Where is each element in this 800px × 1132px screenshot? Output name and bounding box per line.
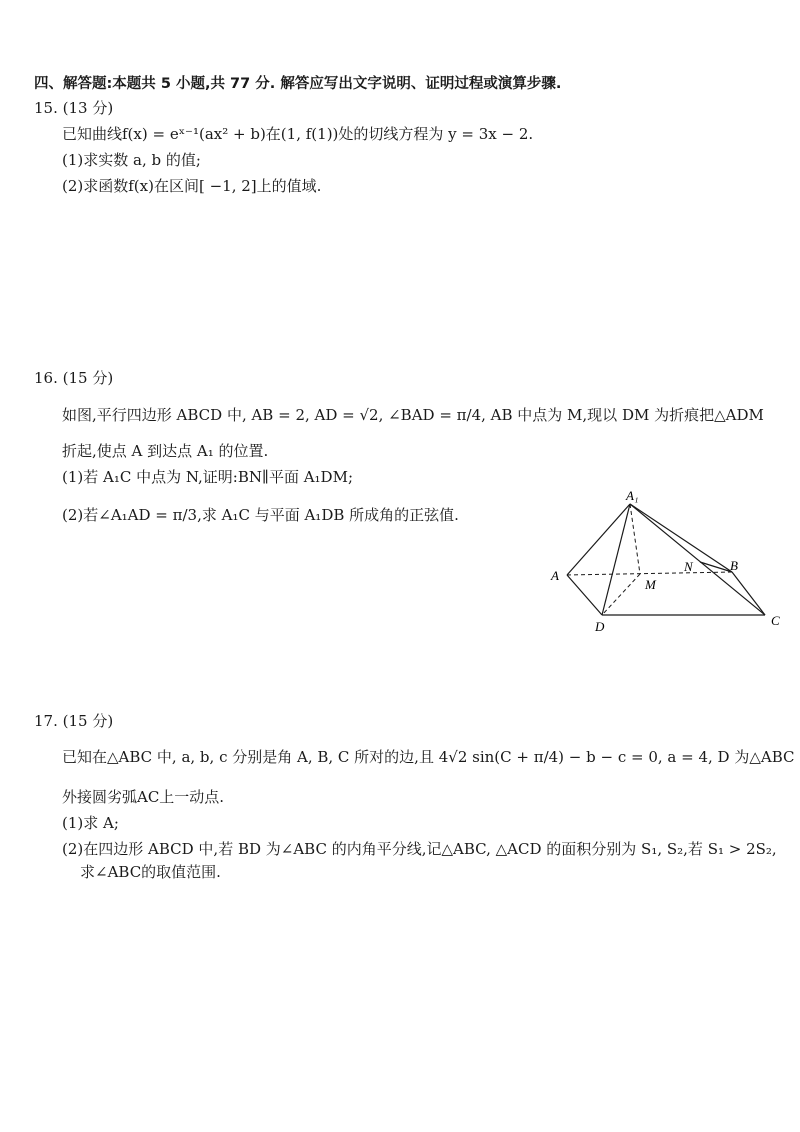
edge-n-b — [700, 562, 732, 572]
label-m: M — [645, 577, 656, 592]
dashed-a-b — [567, 572, 732, 575]
label-d: D — [595, 619, 605, 634]
edge-a1-c — [630, 504, 765, 615]
edge-b-c — [732, 572, 765, 615]
section-heading: 四、解答题:本题共 5 小题,共 77 分. 解答应写出文字说明、证明过程或演算步骤. — [34, 76, 562, 92]
q15-stem: 已知曲线f(x) = eˣ⁻¹(ax² + b)在(1, f(1))处的切线方程为 y = 3x − 2. — [62, 125, 534, 143]
edge-a1-b — [630, 504, 732, 572]
label-a: A — [551, 568, 559, 583]
dashed-a1-m — [630, 504, 640, 574]
q16-stem-line1: 如图,平行四边形 ABCD 中, AB = 2, AD = √2, ∠BAD = π/4, AB 中点为 M,现以 DM 为折痕把△ADM — [62, 406, 764, 424]
q15-part1: (1)求实数 a, b 的值; — [62, 151, 201, 169]
label-n: N — [684, 559, 693, 574]
label-b: B — [730, 558, 738, 573]
edge-a-d — [567, 575, 602, 615]
q17-stem-line1: 已知在△ABC 中, a, b, c 分别是角 A, B, C 所对的边,且 4√2 sin(C + π/4) − b − c = 0, a = 4, D 为△ABC — [62, 748, 795, 766]
q15-part2: (2)求函数f(x)在区间[ −1, 2]上的值域. — [62, 177, 322, 195]
q17-part1: (1)求 A; — [62, 814, 119, 832]
q16-figure — [540, 485, 790, 635]
q16-stem-line2: 折起,使点 A 到达点 A₁ 的位置. — [62, 442, 269, 460]
label-a1: A₁ — [626, 488, 639, 503]
q16-part2: (2)若∠A₁AD = π/3,求 A₁C 与平面 A₁DB 所成角的正弦值. — [62, 506, 459, 524]
q17-number: 17. (15 分) — [34, 712, 114, 730]
q17-part2-line2: 求∠ABC的取值范围. — [80, 863, 221, 881]
q17-part2-line1: (2)在四边形 ABCD 中,若 BD 为∠ABC 的内角平分线,记△ABC, △ACD 的面积分别为 S₁, S₂,若 S₁ > 2S₂, — [62, 840, 777, 858]
q17-stem-line2: 外接圆劣弧AC上一动点. — [62, 788, 225, 806]
label-c: C — [771, 613, 780, 628]
q15-number: 15. (13 分) — [34, 99, 114, 117]
q16-number: 16. (15 分) — [34, 369, 114, 387]
q16-part1: (1)若 A₁C 中点为 N,证明:BN∥平面 A₁DM; — [62, 468, 353, 486]
